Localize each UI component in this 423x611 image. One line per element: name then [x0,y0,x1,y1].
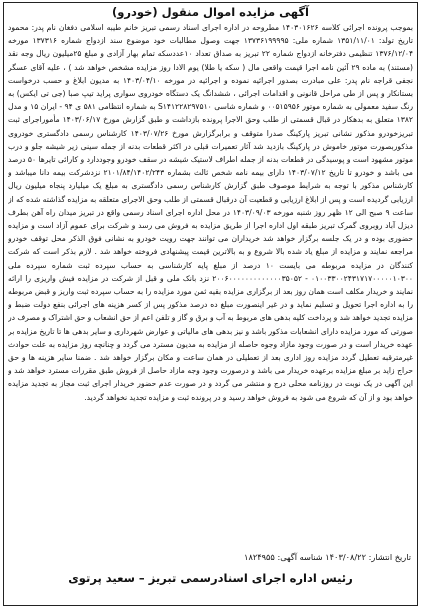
notice-body-text: بموجب پرونده اجرائی کلاسه ۱۴۰۳۰۱۶۲۶ مطروحه در اداره اجرای اسناد رسمی تبریز خانم طیبه اسلامی دفغان نام پدر: محمود تاریخ تولد: ۱۳۵۱/۱۱/۰۱ شماره ملی: ۱۳۷۳۶۱۹۹۹۹۵ جهت وصول مطالبات خود موضوع سند ازدواج شماره ۱۳۷۳۱۶ مورخه ۱۳۷۶/۱۲/۰۴ تنظیمی دفترخانه ازدواج شماره ۲۲ تبریز به صداق تعداد ۱۰عددسکه تمام بهار آزادی و مبلغ ۲۵میلیون ریال وجه نقد (مستند) به ماده ۲۹ آئین نامه اجرا قیمت واقعی مال ( سکه یا طلا) یوم الادا روز مزایده مشخص خواهد شد ) ، علیه آقای عسگر نجفی قراجه نام پدر: علی مبادرت بصدور اجرائیه نموده و اجرائیه در مورخه ۱۴۰۳/۰۴/۱۰ به مدیون ابلاغ و حسب درخواست بستانکار و پس از طی مراحل قانونی و اقدامات اجرائی ، ششدانگ یک دستگاه خودروی سواری پراید تیپ صبا (جی تی ایکس) به رنگ سفید معمولی به شماره موتور ۰۰۵۱۵۹۵۶ و شماره شاسی S۱۴۱۲۲۸۲۹۷۵۱۰ به شماره انتظامی ۵۸۱ ی ۹۴ - ایران ۱۵ و مدل ۱۳۸۲ متعلق به بدهکار در قبال قسمتی از طلب وحق الاجرا پرونده بازداشت و طبق گزارش مورخ ۱۴۰۳/۰۶/۱۷ مأموراجرای ثبت تبریزخودرو مذکور نشانی تبریز پارکینگ صدرا متوقف و برابرگزارش مورخ ۱۴۰۳/۰۷/۲۶ کارشناس رسمی دادگستری خودروی مذکوربصورت موتور خاموش در پارکینگ بازدید شد آثار تعمیرات قبلی در اکثر قطعات بدنه از جمله سینی زیر شیشه جلو و درب موتور مشهود است و پوسیدگی در قطعات بدنه از جمله اطراف لاستیک شیشه در سقف خودرو وجوددارد و کارائی تایرها ۵۰ درصد می باشد و خودرو تا تاریخ ۱۴۰۳/۰۷/۱۲ دارای بیمه نامه شخص ثالث بشماره ۲۱۰۱/۸۴/۱۴۰۲/۲۴۳ نزدشرکت بیمه دانا میباشد و کارشناس مذکور با توجه به شرایط موصوف طبق گزارش کارشناس رسمی دادگستری به مبلغ یک میلیارد پنجاه میلیون ریال ارزیابی گردیده است و پس از ابلاغ ارزیابی و قطعیت آن درقبال قسمتی از طلب وحق الاجرای متعلقه به مزایده گذاشته شده که از ساعت ۹ صبح الی ۱۲ ظهر روز شنبه مورخه ۱۴۰۳/۰۹/۰۳ در محل اداره اجرای اسناد رسمی واقع در تبریز میدان راه آهن بطرف دیزل آباد روبروی گمرک تبریز طبقه اول اداره اجرا از طریق مزایده به فروش می رسد و شرکت برای عموم آزاد است و مزایده حضوری بوده و در یک جلسه برگزار خواهد شد خریداران می توانند جهت رویت خودرو به نشانی فوق الذکر محل توقف خودرو مراجعه نمایند و مزایده از مبلغ یاد شده بالا شروع و به بالاترین قیمت پیشنهادی فروخته خواهد شد . لازم بذکر است که شرکت کنندگان در مزایده مربوطه می بایست ۱۰ درصد از مبلغ پایه کارشناسی به حساب سپرده ثبت شماره سپرده ملی ۰۱۰۰۳۳۰۰۲۴۳۱۷۱۷۰۰۰۰۰۱۰۳۰۰ - ۲۰۰۶۰۰۰۰۰۰۰۰۰۰۰۰۰۳۵۰۵۲ نزد بانک ملی و قبل از شرکت در مزایده فیش واریزی را ارائه نمایند و خریدار مکلف است همان روز بعد از برگزاری مزایده بقیه ثمن مورد مزایده را به حساب سپرده ثبت واریز و قبض مربوطه را به اداره اجرا تحویل و تسلیم نماید و در غیر اینصورت مبلغ ده درصد مذکور پس از کسر هزینه های اجرائی بنفع دولت ضبط و مزایده تجدید خواهد شد و پرداخت کلیه بدهی های مربوط به آب و برق و گاز و تلفن اعم از حق انشعاب و حق اشتراک و مصرف در صورتی که مورد مزایده دارای انشعابات مذکور باشد و نیز بدهی های مالیاتی و عوارض شهرداری و سایر بدهی ها تا تاریخ مزایده بر عهده خریدار است و در صورت وجود مازاد وجوه حاصله از مزایده به مدیون مسترد می گردد و چنانچه روز مزایده به علت حوادث غیرمترقبه تعطیل گردد مزایده روز اداری بعد از تعطیلی در همان ساعت و مکان برگزار خواهد شد . ضمنا سایر هزینه ها و حق حراج زاید بر مبلغ مزایده برعهده خریدار می باشد و درصورت وجود وجه مازاد حاصل از فروش طبق مقررات مسترد خواهد شد و این آگهی در یک نوبت در روزنامه محلی درج و منتشر می گردد و در صورت عدم حضور خریدار اجرای ثبت مجاز به تجدید مزایده خواهد بود و از آن که شروع می شود به فروش خواهد رسید و در پرونده ثبت و مزایده تجدید نخواهد گردید. [8,23,413,402]
signature-line: رئیس اداره اجرای اسنادرسمی تبریز – سعید پرتوی [68,571,353,585]
notice-title: آگهی مزایده اموال منقول (خودرو) [112,5,309,19]
publication-date-line: تاریخ انتشار: ۱۴۰۳/۰۸/۲۲ شناسه آگهی: ۱۸۲۴۹۵۵ [244,552,411,562]
notice-frame [3,2,418,606]
